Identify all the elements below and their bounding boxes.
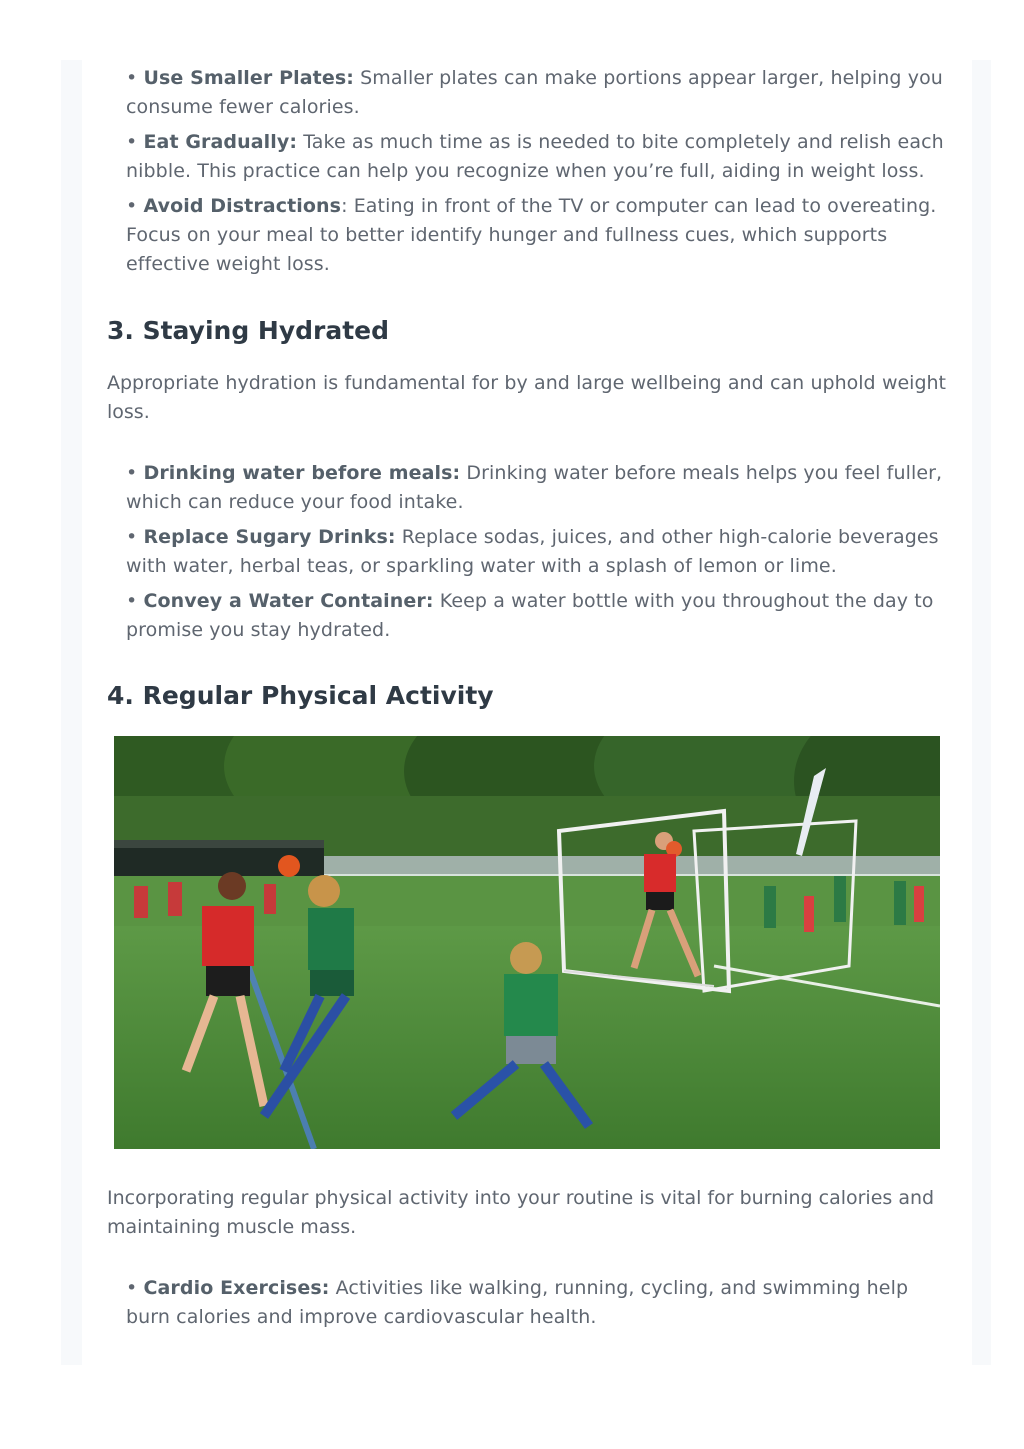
hydration-bullet-list <box>107 459 946 645</box>
bullet-term: Drinking water before meals: <box>143 462 461 484</box>
heading-physical-activity: 4. Regular Physical Activity <box>107 681 494 710</box>
handball-photo <box>114 736 940 1149</box>
bullet-text: Drinking water before meals helps you feel fuller, which can reduce your food intake. <box>126 462 943 513</box>
bullet-text: Take as much time as is needed to bite completely and relish each nibble. This practice can help you recognize when you’re full, aiding in weight loss. <box>126 131 944 182</box>
heading-staying-hydrated: 3. Staying Hydrated <box>107 316 390 345</box>
bullet-text: Replace sodas, juices, and other high-calorie beverages with water, herbal teas, or sparkling water with a splash of lemon or lime. <box>126 526 939 577</box>
handball-match-image <box>114 736 940 1149</box>
bullet-cardio-exercises: • Cardio Exercises: Activities like walking, running, cycling, and swimming help burn calories and improve cardiovascular health. <box>126 1277 909 1328</box>
bullet-eat-gradually: • Eat Gradually: Take as much time as is needed to bite completely and relish each nibble. This practice can help you recognize when you’re full, aiding in weight loss. <box>126 131 944 182</box>
bullet-replace-sugary-drinks: • Replace Sugary Drinks: Replace sodas, juices, and other high-calorie beverages with water, herbal teas, or sparkling water with a splash of lemon or lime. <box>126 526 939 577</box>
hydration-intro: Appropriate hydration is fundamental for by and large wellbeing and can uphold weight loss. <box>107 372 946 423</box>
bullet-term: Replace Sugary Drinks: <box>143 526 396 548</box>
bullet-water-container: • Convey a Water Container: Keep a water bottle with you throughout the day to promise you stay hydrated. <box>126 590 934 641</box>
bullet-water-before-meals: • Drinking water before meals: Drinking water before meals helps you feel fuller, which can reduce your food intake. <box>126 462 943 513</box>
bullet-term: Use Smaller Plates: <box>143 67 354 89</box>
bullet-text: Keep a water bottle with you throughout the day to promise you stay hydrated. <box>126 590 934 641</box>
bullet-term: Cardio Exercises: <box>143 1277 330 1299</box>
bullet-term: Avoid Distractions <box>143 195 342 217</box>
bullet-avoid-distractions: • Avoid Distractions: Eating in front of the TV or computer can lead to overeating. Focus on your meal to better identify hunger and fullness cues, which supports effective weight loss. <box>126 195 937 275</box>
bullet-text: Activities like walking, running, cycling, and swimming help burn calories and improve cardiovascular health. <box>126 1277 909 1328</box>
bullet-term: Eat Gradually: <box>143 131 298 153</box>
activity-bullet-list <box>107 1274 946 1332</box>
article-content <box>107 60 946 1338</box>
bullet-term: Convey a Water Container: <box>143 590 434 612</box>
bullet-text: Smaller plates can make portions appear larger, helping you consume fewer calories. <box>126 67 943 118</box>
bullet-smaller-plates: • Use Smaller Plates: Smaller plates can make portions appear larger, helping you consume fewer calories. <box>126 67 943 118</box>
portion-bullet-list <box>107 64 946 279</box>
bullet-text: : Eating in front of the TV or computer can lead to overeating. Focus on your meal to better identify hunger and fullness cues, which supports effective weight loss. <box>126 195 937 275</box>
activity-intro: Incorporating regular physical activity into your routine is vital for burning calories and maintaining muscle mass. <box>107 1187 935 1238</box>
